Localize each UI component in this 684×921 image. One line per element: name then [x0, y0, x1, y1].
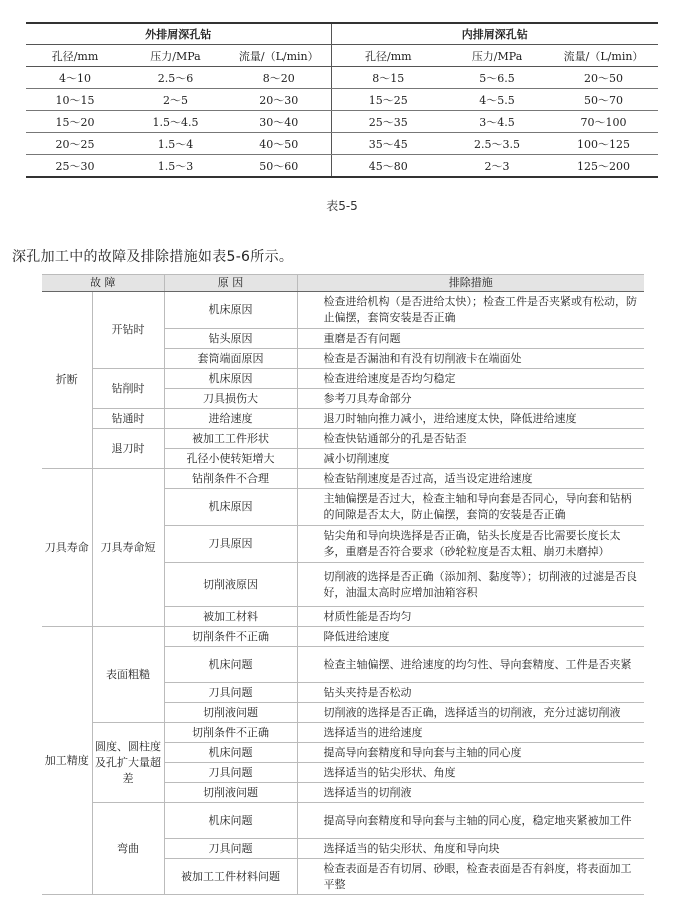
table-cell: 50～70 — [549, 89, 658, 111]
table-cell: 20～50 — [549, 67, 658, 89]
table-row — [42, 369, 644, 389]
table-row — [42, 292, 644, 329]
measure-cell: 检查是否漏油和有没有切削液卡在端面处 — [297, 349, 644, 369]
cause-cell: 刀具损伤大 — [164, 389, 297, 409]
table-row — [42, 723, 644, 743]
table-cell: 2.5～6 — [124, 67, 227, 89]
measure-cell: 减小切削速度 — [297, 449, 644, 469]
measure-cell: 钻头夹持是否松动 — [297, 683, 644, 703]
cause-cell: 刀具问题 — [164, 683, 297, 703]
measure-cell: 选择适当的进给速度 — [297, 723, 644, 743]
table-cell: 20～25 — [26, 133, 124, 155]
table-cell: 20～30 — [227, 89, 331, 111]
cause-cell: 机床原因 — [164, 369, 297, 389]
table-caption: 表5-5 — [326, 199, 358, 213]
table-cell: 30～40 — [227, 111, 331, 133]
table-cell: 10～15 — [26, 89, 124, 111]
measure-cell: 参考刀具寿命部分 — [297, 389, 644, 409]
table-cell: 15～20 — [26, 111, 124, 133]
measure-cell: 检查进给机构（是否进给太快）；检查工件是否夹紧或有松动，防止偏摆，套筒安装是否正确 — [297, 292, 644, 329]
table-row — [26, 111, 658, 133]
table-cell: 2～5 — [124, 89, 227, 111]
cause-cell: 切削液问题 — [164, 783, 297, 803]
table-cell: 4～10 — [26, 67, 124, 89]
cause-cell: 被加工材料 — [164, 607, 297, 627]
table-cell: 1.5～4.5 — [124, 111, 227, 133]
table-cell: 3～4.5 — [445, 111, 549, 133]
column-header: 孔径/mm — [26, 45, 124, 67]
fault-category: 刀具寿命 — [42, 469, 92, 627]
table-cell: 45～80 — [368, 159, 408, 173]
measure-cell: 切削液的选择是否正确（添加剂、黏度等）；切削液的过滤是否良好，油温太高时应增加油箱容积 — [297, 563, 644, 607]
cause-cell: 进给速度 — [164, 409, 297, 429]
cause-cell: 套筒端面原因 — [164, 349, 297, 369]
table-cell: 15～25 — [331, 89, 445, 111]
fault-category: 折断 — [42, 292, 92, 469]
table-cell: 2～3 — [484, 159, 510, 173]
table-row — [26, 133, 658, 155]
fault-subcategory: 开钻时 — [92, 292, 164, 369]
table-cell: 35～45 — [331, 133, 445, 155]
measure-cell: 钻尖角和导向块选择是否正确，钻头长度是否比需要长度长太多，重磨是否符合要求（砂轮粒度是否太粗、崩刃未磨掉） — [297, 526, 644, 563]
table-cell: 8～15 — [331, 67, 445, 89]
table-cell: 125～200 — [577, 159, 631, 173]
cause-cell: 机床问题 — [164, 743, 297, 763]
table-cell: 8～20 — [227, 67, 331, 89]
table-row — [42, 469, 644, 489]
cause-cell: 刀具问题 — [164, 839, 297, 859]
cause-cell: 机床原因 — [164, 292, 297, 329]
column-header-measure: 排除措施 — [297, 275, 644, 292]
cause-cell: 切削条件不正确 — [164, 723, 297, 743]
table-row — [26, 89, 658, 111]
measure-cell: 主轴偏摆是否过大，检查主轴和导向套是否同心，导向套和钻柄的间隙是否太大，防止偏摆，套筒的安装是否正确 — [297, 489, 644, 526]
fault-subcategory: 圆度、圆柱度及孔扩大量超差 — [92, 723, 164, 803]
table-row — [42, 627, 644, 647]
fault-category: 加工精度 — [42, 627, 92, 895]
fault-subcategory: 刀具寿命短 — [92, 469, 164, 627]
cause-cell: 机床问题 — [164, 803, 297, 839]
column-header: 压力/MPa — [445, 45, 549, 67]
fault-subcategory: 弯曲 — [92, 803, 164, 895]
table-cell: 70～100 — [549, 111, 658, 133]
fault-subcategory: 表面粗糙 — [92, 627, 164, 723]
fault-subcategory: 钻削时 — [92, 369, 164, 409]
table-row — [42, 803, 644, 839]
measure-cell: 提高导向套精度和导向套与主轴的同心度 — [297, 743, 644, 763]
measure-cell: 切削液的选择是否正确，选择适当的切削液，充分过滤切削液 — [297, 703, 644, 723]
cause-cell: 钻削条件不合理 — [164, 469, 297, 489]
group-header-external: 外排屑深孔钻 — [26, 23, 331, 45]
measure-cell: 选择适当的钻尖形状、角度 — [297, 763, 644, 783]
measure-cell: 重磨是否有问题 — [297, 329, 644, 349]
cause-cell: 切削液问题 — [164, 703, 297, 723]
cause-cell: 钻头原因 — [164, 329, 297, 349]
measure-cell: 检查快钻通部分的孔是否钻歪 — [297, 429, 644, 449]
cause-cell: 机床问题 — [164, 647, 297, 683]
measure-cell: 材质性能是否均匀 — [297, 607, 644, 627]
group-header-internal: 内排屑深孔钻 — [331, 23, 658, 45]
column-header-cause: 原 因 — [164, 275, 297, 292]
cause-cell: 切削条件不正确 — [164, 627, 297, 647]
cause-cell: 孔径小使转矩增大 — [164, 449, 297, 469]
table-row — [26, 67, 658, 89]
table-cell: 50～60 — [227, 155, 331, 178]
table-cell: 100～125 — [549, 133, 658, 155]
intro-paragraph: 深孔加工中的故障及排除措施如表5-6所示。 — [12, 249, 294, 265]
table-cell: 2.5～3.5 — [445, 133, 549, 155]
drilling-pressure-flow-table — [26, 22, 658, 178]
cause-cell: 机床原因 — [164, 489, 297, 526]
table-row — [26, 155, 658, 178]
table-cell: 25～35 — [331, 111, 445, 133]
cause-cell: 刀具原因 — [164, 526, 297, 563]
table-cell: 4～5.5 — [445, 89, 549, 111]
measure-cell: 选择适当的切削液 — [297, 783, 644, 803]
column-header: 压力/MPa — [124, 45, 227, 67]
table-cell: 40～50 — [227, 133, 331, 155]
measure-cell: 选择适当的钻尖形状、角度和导向块 — [297, 839, 644, 859]
column-header: 流量/（L/min） — [227, 45, 331, 67]
measure-cell: 检查表面是否有切屑、砂眼，检查表面是否有斜度，将表面加工平整 — [297, 859, 644, 895]
table-row — [42, 409, 644, 429]
table-cell: 1.5～3 — [157, 159, 194, 173]
cause-cell: 被加工工件形状 — [164, 429, 297, 449]
table-cell: 1.5～4 — [124, 133, 227, 155]
cause-cell: 被加工工件材料问题 — [164, 859, 297, 895]
cause-cell: 切削液原因 — [164, 563, 297, 607]
measure-cell: 退刀时轴向推力减小，进给速度太快，降低进给速度 — [297, 409, 644, 429]
table-row — [42, 429, 644, 449]
column-header: 孔径/mm — [331, 45, 445, 67]
column-header-fault: 故 障 — [42, 275, 164, 292]
fault-subcategory: 钻通时 — [92, 409, 164, 429]
table-cell: 25～30 — [55, 159, 95, 173]
fault-subcategory: 退刀时 — [92, 429, 164, 469]
measure-cell: 降低进给速度 — [297, 627, 644, 647]
measure-cell: 检查钻削速度是否过高，适当设定进给速度 — [297, 469, 644, 489]
measure-cell: 检查主轴偏摆、进给速度的均匀性、导向套精度、工件是否夹紧 — [297, 647, 644, 683]
measure-cell: 提高导向套精度和导向套与主轴的同心度，稳定地夹紧被加工件 — [297, 803, 644, 839]
table-cell: 5～6.5 — [445, 67, 549, 89]
cause-cell: 刀具问题 — [164, 763, 297, 783]
measure-cell: 检查进给速度是否均匀稳定 — [297, 369, 644, 389]
column-header: 流量/（L/min） — [549, 45, 658, 67]
deep-hole-fault-table — [42, 274, 644, 895]
